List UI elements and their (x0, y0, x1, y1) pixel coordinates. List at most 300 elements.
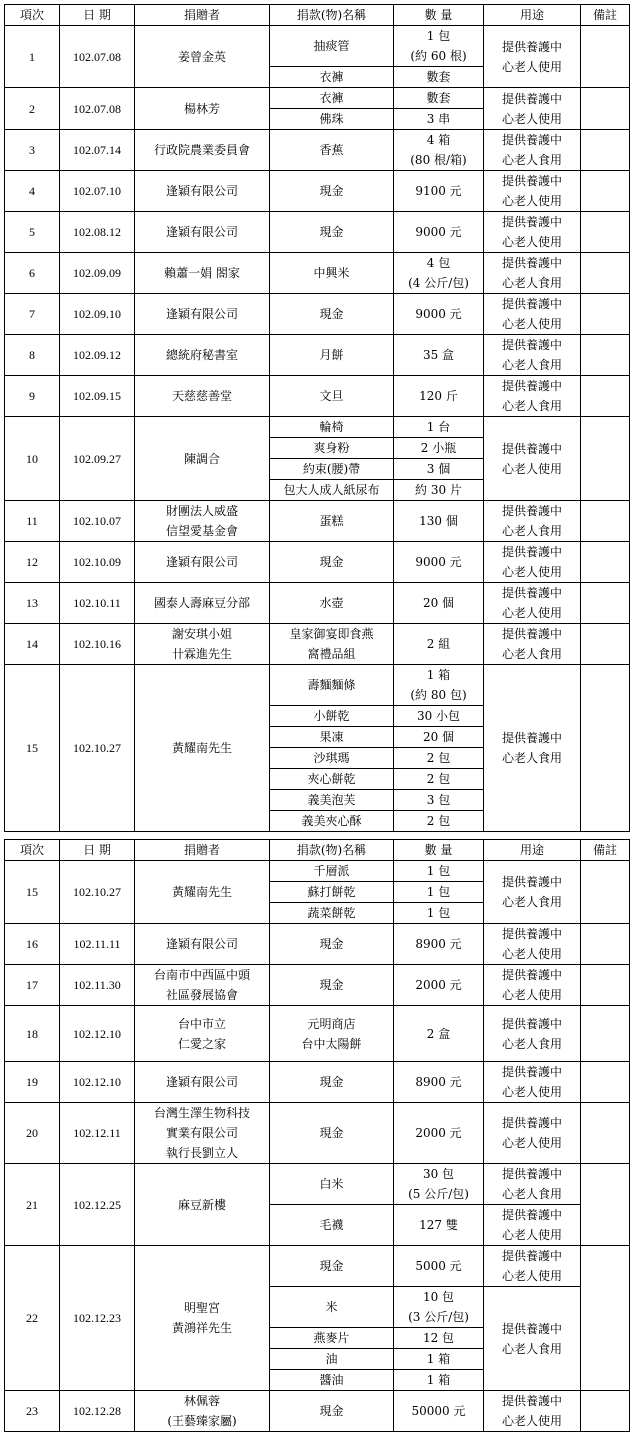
use-cell (484, 1391, 581, 1432)
header-index: 項次 (5, 5, 60, 26)
item-name-cell (270, 171, 394, 212)
use-cell-line: 提供養護中 (501, 133, 562, 147)
use-cell-line: 提供養護中 (501, 39, 562, 54)
remarks-cell (581, 1103, 630, 1164)
index-cell-line: 17 (26, 978, 38, 992)
remarks-cell (581, 26, 630, 88)
use-cell-line: 提供養護中 (501, 1116, 562, 1130)
item-name-cell-line: 香蕉 (319, 143, 344, 157)
item-name-cell (270, 811, 394, 832)
table-row (5, 1006, 630, 1062)
item-name-cell (270, 1006, 394, 1062)
quantity-cell (394, 769, 484, 790)
date-cell (60, 294, 135, 335)
donor-cell-line: 台灣生澤生物科技 (153, 1106, 250, 1120)
item-name-cell (270, 769, 394, 790)
index-cell-line: 22 (26, 1311, 38, 1325)
donor-cell-line: 姜曾金英 (177, 49, 226, 64)
item-name-cell-line: 窩禮品組 (307, 647, 356, 661)
quantity-cell (394, 1246, 484, 1287)
remarks-cell (581, 542, 630, 583)
date-cell (60, 1391, 135, 1432)
item-name-cell-line: 沙琪瑪 (313, 751, 350, 765)
index-cell-line: 23 (26, 1404, 38, 1418)
remarks-cell (581, 1246, 630, 1391)
donor-cell (135, 335, 270, 376)
date-cell (60, 1006, 135, 1062)
quantity-cell-line: 約 30 片 (415, 483, 462, 497)
donor-cell-line: 社區發展協會 (165, 988, 238, 1002)
item-name-cell (270, 727, 394, 748)
header-use: 用途 (484, 5, 581, 26)
quantity-cell (394, 67, 484, 88)
use-cell-line: 提供養護中 (501, 1321, 562, 1336)
item-name-cell-line: 中興米 (313, 266, 350, 280)
quantity-cell-line: 9000 元 (415, 225, 462, 239)
quantity-cell-line: 1 箱 (426, 1373, 451, 1387)
date-cell-line: 102.07.08 (73, 101, 121, 116)
table-row (5, 1062, 630, 1103)
date-cell-line: 102.08.12 (73, 225, 121, 239)
donor-cell (135, 294, 270, 335)
remarks-cell (581, 171, 630, 212)
use-cell-line: 心老人使用 (501, 59, 562, 74)
item-name-cell-line: 現金 (319, 184, 344, 198)
use-cell-line: 心老人使用 (501, 461, 562, 476)
use-cell-line: 提供養護中 (501, 441, 562, 456)
use-cell (484, 294, 581, 335)
date-cell-line: 102.09.27 (73, 451, 121, 466)
table-row (5, 335, 630, 376)
index-cell-line: 20 (26, 1126, 38, 1140)
date-cell-line: 102.07.10 (73, 184, 121, 198)
item-name-cell-line: 現金 (319, 307, 344, 321)
donor-cell (135, 1246, 270, 1391)
quantity-cell-line: (約 80 包) (410, 688, 467, 702)
item-name-cell (270, 459, 394, 480)
quantity-cell-line: 2000 元 (415, 978, 462, 992)
index-cell (5, 376, 60, 417)
quantity-cell-line: (約 60 根) (410, 49, 467, 63)
use-cell-line: 提供養護中 (501, 174, 562, 188)
index-cell-line: 1 (29, 49, 35, 64)
table-row (5, 130, 630, 171)
use-cell-line: 心老人使用 (501, 111, 562, 126)
item-name-cell (270, 1103, 394, 1164)
quantity-cell (394, 417, 484, 438)
donor-cell (135, 624, 270, 665)
table-row (5, 542, 630, 583)
item-name-cell (270, 1287, 394, 1328)
item-name-cell (270, 903, 394, 924)
item-name-cell-line: 包大人成人紙尿布 (283, 483, 380, 497)
item-name-cell-line: 小餅乾 (313, 709, 350, 723)
quantity-cell-line: 1 包 (426, 885, 451, 899)
use-cell (484, 924, 581, 965)
item-name-cell (270, 212, 394, 253)
use-cell (484, 665, 581, 832)
use-cell (484, 417, 581, 501)
item-name-cell-line: 現金 (319, 937, 344, 951)
index-cell (5, 1391, 60, 1432)
donor-cell-line: 行政院農業委員會 (153, 143, 250, 157)
use-cell (484, 253, 581, 294)
item-name-cell-line: 元明商店 (307, 1016, 356, 1031)
quantity-cell-line: 5000 元 (415, 1259, 462, 1273)
quantity-cell-line: (80 根/箱) (410, 153, 467, 167)
date-cell (60, 130, 135, 171)
quantity-cell-line: 2000 元 (415, 1126, 462, 1140)
remarks-cell (581, 501, 630, 542)
use-cell-line: 心老人食用 (501, 895, 562, 909)
date-cell (60, 665, 135, 832)
quantity-cell (394, 1164, 484, 1205)
quantity-cell (394, 1391, 484, 1432)
quantity-cell-line: 2 包 (426, 772, 451, 786)
date-cell (60, 583, 135, 624)
remarks-cell (581, 861, 630, 924)
date-cell (60, 335, 135, 376)
donor-cell (135, 88, 270, 130)
date-cell-line: 102.12.11 (73, 1126, 121, 1140)
date-cell (60, 1164, 135, 1246)
date-cell (60, 501, 135, 542)
date-cell-line: 102.07.08 (73, 49, 121, 64)
use-cell-line: 心老人食用 (501, 399, 562, 413)
date-cell (60, 1062, 135, 1103)
table-row (5, 1391, 630, 1432)
header-quantity: 數 量 (394, 840, 484, 861)
use-cell (484, 1164, 581, 1205)
quantity-cell-line: 數套 (426, 70, 451, 84)
quantity-cell (394, 727, 484, 748)
item-name-cell-line: 現金 (319, 555, 344, 569)
index-cell (5, 1103, 60, 1164)
table-row (5, 1103, 630, 1164)
item-name-cell-line: 現金 (319, 1404, 344, 1418)
item-name-cell-line: 果凍 (319, 730, 344, 744)
donor-cell-line: 賴蕭一娟 閤家 (164, 266, 240, 280)
use-cell (484, 583, 581, 624)
item-name-cell (270, 501, 394, 542)
use-cell-line: 心老人食用 (501, 1341, 562, 1356)
date-cell-line: 102.10.11 (73, 596, 121, 610)
quantity-cell (394, 171, 484, 212)
index-cell-line: 12 (26, 555, 38, 569)
index-cell-line: 5 (29, 225, 35, 239)
use-cell-line: 心老人使用 (501, 606, 562, 620)
date-cell (60, 88, 135, 130)
donor-cell-line: (王藝臻家屬) (167, 1414, 237, 1428)
donor-cell-line: 仁愛之家 (177, 1036, 226, 1051)
use-cell (484, 26, 581, 88)
quantity-cell (394, 903, 484, 924)
use-cell-line: 提供養護中 (501, 968, 562, 982)
item-name-cell (270, 376, 394, 417)
use-cell-line: 心老人使用 (501, 1228, 562, 1242)
use-cell-line: 提供養護中 (501, 1208, 562, 1222)
quantity-cell (394, 624, 484, 665)
quantity-cell-line: 8900 元 (415, 937, 462, 951)
donor-cell (135, 253, 270, 294)
use-cell-line: 心老人使用 (501, 1136, 562, 1150)
item-name-cell (270, 130, 394, 171)
item-name-cell-line: 油 (325, 1352, 338, 1366)
donor-cell (135, 583, 270, 624)
index-cell (5, 335, 60, 376)
table-header-row (5, 5, 630, 26)
donor-cell (135, 501, 270, 542)
date-cell-line: 102.10.27 (73, 885, 121, 899)
use-cell-line: 提供養護中 (501, 627, 562, 641)
date-cell (60, 624, 135, 665)
table-row (5, 924, 630, 965)
use-cell-line: 提供養護中 (501, 1065, 562, 1079)
table-row (5, 965, 630, 1006)
index-cell-line: 4 (29, 184, 35, 198)
donation-table-part1 (4, 4, 630, 832)
donor-cell (135, 861, 270, 924)
item-name-cell-line: 蔬菜餅乾 (307, 906, 356, 920)
donor-cell (135, 965, 270, 1006)
use-cell (484, 88, 581, 130)
item-name-cell-line: 白米 (319, 1177, 344, 1191)
index-cell (5, 924, 60, 965)
use-cell (484, 130, 581, 171)
quantity-cell (394, 109, 484, 130)
use-cell-line: 心老人使用 (501, 194, 562, 208)
use-cell (484, 501, 581, 542)
item-name-cell-line: 爽身粉 (313, 441, 350, 455)
use-cell-line: 提供養護中 (501, 545, 562, 559)
donor-cell-line: 逢穎有限公司 (165, 555, 238, 569)
quantity-cell-line: 2 組 (426, 637, 451, 651)
donation-table-part2 (4, 839, 630, 1432)
remarks-cell (581, 294, 630, 335)
item-name-cell (270, 924, 394, 965)
date-cell (60, 965, 135, 1006)
item-name-cell-line: 千層派 (313, 864, 350, 878)
quantity-cell-line: 2 小瓶 (420, 441, 457, 455)
item-name-cell-line: 現金 (319, 978, 344, 992)
index-cell (5, 1006, 60, 1062)
donor-cell-line: 逢穎有限公司 (165, 225, 238, 239)
quantity-cell-line: 1 包 (426, 29, 451, 43)
use-cell-line: 心老人食用 (501, 524, 562, 538)
quantity-cell (394, 1062, 484, 1103)
item-name-cell (270, 748, 394, 769)
quantity-cell-line: 35 盒 (422, 348, 455, 362)
quantity-cell (394, 665, 484, 706)
item-name-cell (270, 1349, 394, 1370)
use-cell-line: 提供養護中 (501, 215, 562, 229)
item-name-cell (270, 1328, 394, 1349)
date-cell-line: 102.12.28 (73, 1404, 121, 1418)
use-cell-line: 心老人食用 (501, 1187, 562, 1201)
use-cell-line: 提供養護中 (501, 297, 562, 311)
item-name-cell-line: 毛襪 (319, 1218, 344, 1232)
item-name-cell-line: 約束(腰)帶 (302, 462, 361, 476)
table-row (5, 501, 630, 542)
table-row (5, 26, 630, 67)
quantity-cell (394, 480, 484, 501)
quantity-cell-line: 10 包 (422, 1290, 455, 1304)
quantity-cell (394, 253, 484, 294)
item-name-cell (270, 335, 394, 376)
donor-cell (135, 417, 270, 501)
use-cell-line: 提供養護中 (501, 256, 562, 270)
date-cell-line: 102.12.10 (73, 1026, 121, 1041)
date-cell-line: 102.10.27 (73, 741, 121, 755)
quantity-cell (394, 1328, 484, 1349)
use-cell-line: 心老人食用 (501, 276, 562, 290)
quantity-cell-line: 4 箱 (426, 133, 451, 147)
date-cell-line: 102.09.12 (73, 348, 121, 362)
index-cell (5, 501, 60, 542)
quantity-cell-line: 30 小包 (416, 709, 461, 723)
item-name-cell (270, 665, 394, 706)
date-cell (60, 171, 135, 212)
date-cell-line: 102.09.15 (73, 389, 121, 403)
donor-cell-line: 實業有限公司 (165, 1126, 238, 1140)
index-cell (5, 665, 60, 832)
use-cell (484, 1006, 581, 1062)
use-cell (484, 212, 581, 253)
table-row (5, 88, 630, 109)
header-remarks: 備註 (581, 840, 630, 861)
quantity-cell (394, 706, 484, 727)
table-row (5, 253, 630, 294)
table-row (5, 1164, 630, 1205)
item-name-cell (270, 1246, 394, 1287)
donor-cell (135, 1103, 270, 1164)
date-cell-line: 102.11.30 (73, 978, 121, 992)
date-cell-line: 102.09.10 (73, 307, 121, 321)
donor-cell-line: 林佩蓉 (183, 1394, 220, 1408)
donor-cell (135, 665, 270, 832)
date-cell-line: 102.07.14 (73, 143, 121, 157)
use-cell-line: 提供養護中 (501, 1394, 562, 1408)
index-cell-line: 14 (26, 637, 38, 651)
remarks-cell (581, 965, 630, 1006)
use-cell-line: 心老人使用 (501, 565, 562, 579)
use-cell (484, 1103, 581, 1164)
quantity-cell (394, 459, 484, 480)
table-row (5, 171, 630, 212)
use-cell-line: 心老人食用 (501, 1036, 562, 1051)
quantity-cell-line: 3 包 (426, 793, 451, 807)
table-row (5, 1246, 630, 1287)
index-cell (5, 417, 60, 501)
donor-cell-line: 明聖宮 (183, 1301, 220, 1315)
quantity-cell (394, 748, 484, 769)
item-name-cell (270, 1370, 394, 1391)
item-name-cell (270, 965, 394, 1006)
donor-cell (135, 26, 270, 88)
quantity-cell (394, 438, 484, 459)
index-cell (5, 1164, 60, 1246)
item-name-cell (270, 706, 394, 727)
donor-cell-line: 黃耀南先生 (171, 741, 232, 755)
index-cell-line: 18 (26, 1026, 38, 1041)
quantity-cell-line: 127 雙 (419, 1218, 458, 1232)
item-name-cell-line: 米 (325, 1300, 338, 1314)
use-cell (484, 1205, 581, 1246)
remarks-cell (581, 1062, 630, 1103)
quantity-cell (394, 130, 484, 171)
index-cell-line: 15 (26, 885, 38, 899)
donor-cell-line: 逢穎有限公司 (165, 184, 238, 198)
quantity-cell-line: 20 個 (422, 730, 455, 744)
index-cell (5, 171, 60, 212)
use-cell (484, 1062, 581, 1103)
quantity-cell (394, 583, 484, 624)
remarks-cell (581, 376, 630, 417)
date-cell-line: 102.10.07 (73, 514, 121, 528)
use-cell (484, 171, 581, 212)
quantity-cell-line: 1 包 (426, 906, 451, 920)
table-body-part1 (5, 26, 630, 832)
index-cell-line: 10 (26, 451, 38, 466)
quantity-cell-line: 50000 元 (411, 1404, 466, 1418)
donor-cell-line: 謝安琪小姐 (171, 627, 232, 641)
table-row (5, 417, 630, 438)
use-cell-line: 提供養護中 (501, 91, 562, 106)
header-date: 日 期 (60, 5, 135, 26)
use-cell-line: 提供養護中 (501, 338, 562, 352)
donor-cell-line: 黃鴻祥先生 (171, 1321, 232, 1335)
item-name-cell (270, 417, 394, 438)
quantity-cell (394, 1205, 484, 1246)
item-name-cell-line: 蘇打餅乾 (307, 885, 356, 899)
donor-cell (135, 171, 270, 212)
quantity-cell-line: 8900 元 (415, 1075, 462, 1089)
use-cell (484, 965, 581, 1006)
index-cell-line: 11 (26, 514, 38, 528)
index-cell (5, 212, 60, 253)
quantity-cell-line: 1 台 (426, 420, 451, 434)
date-cell (60, 253, 135, 294)
index-cell (5, 965, 60, 1006)
item-name-cell-line: 月餅 (319, 348, 344, 362)
quantity-cell (394, 861, 484, 882)
item-name-cell (270, 861, 394, 882)
item-name-cell (270, 294, 394, 335)
remarks-cell (581, 253, 630, 294)
quantity-cell-line: 120 斤 (419, 389, 458, 403)
quantity-cell-line: 4 包 (426, 256, 451, 270)
donor-cell-line: 黃耀南先生 (171, 885, 232, 899)
remarks-cell (581, 417, 630, 501)
item-name-cell-line: 衣褲 (319, 70, 344, 84)
item-name-cell (270, 542, 394, 583)
header-index: 項次 (5, 840, 60, 861)
donor-cell-line: 台中市立 (177, 1016, 226, 1031)
quantity-cell (394, 1349, 484, 1370)
quantity-cell (394, 376, 484, 417)
quantity-cell (394, 335, 484, 376)
item-name-cell (270, 88, 394, 109)
quantity-cell (394, 965, 484, 1006)
donor-cell (135, 1062, 270, 1103)
index-cell (5, 1246, 60, 1391)
table-row (5, 583, 630, 624)
donor-cell-line: 逢穎有限公司 (165, 1075, 238, 1089)
header-quantity: 數 量 (394, 5, 484, 26)
quantity-cell-line: 9100 元 (415, 184, 462, 198)
quantity-cell (394, 1370, 484, 1391)
quantity-cell-line: 3 串 (426, 112, 451, 126)
